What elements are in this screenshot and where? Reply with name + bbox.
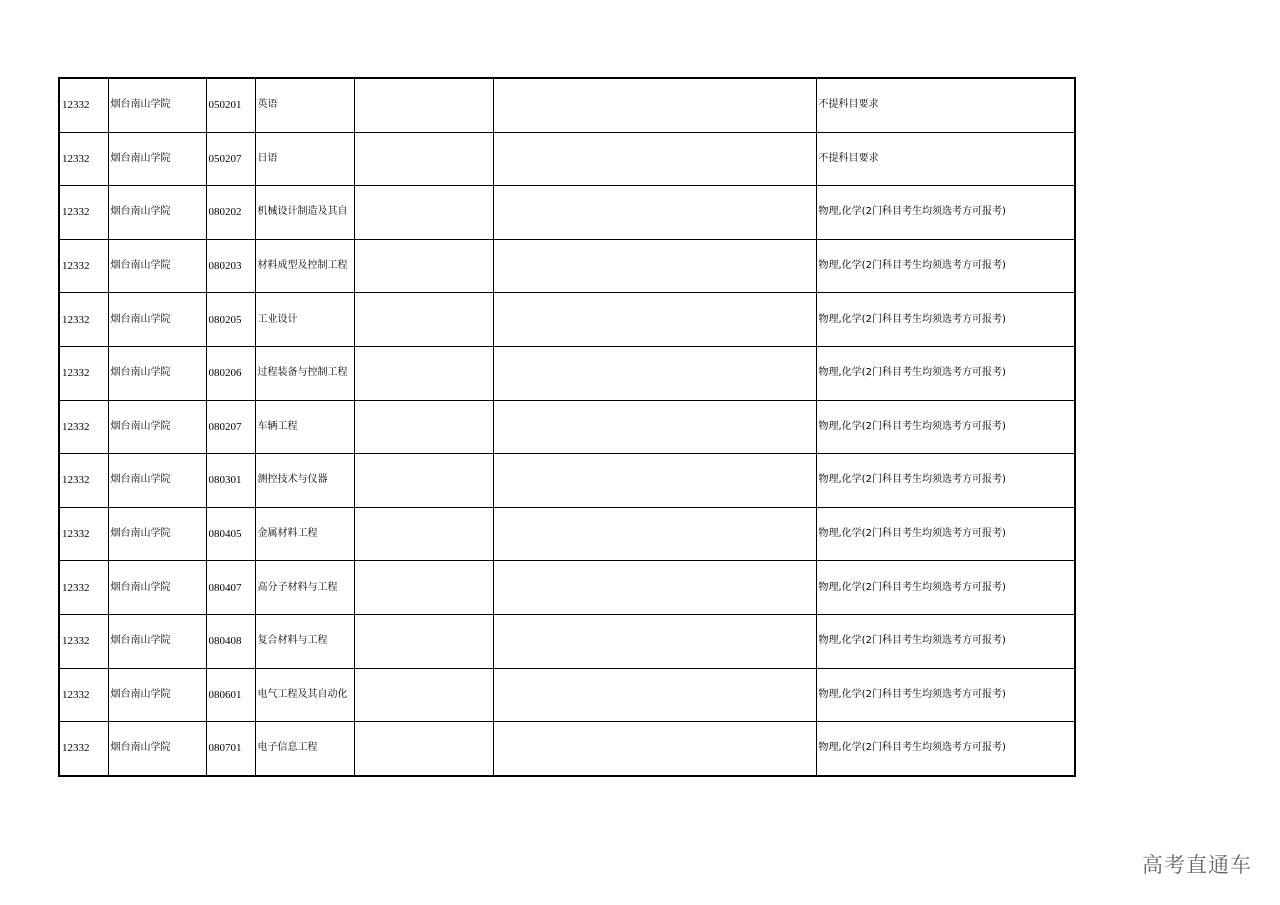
subject-requirement-cell: 物理,化学(2门科目考生均须选考方可报考) [816,400,1075,454]
blank-cell [493,78,816,132]
school-name-cell: 烟台南山学院 [108,78,206,132]
table-row [59,186,1075,240]
major-name-cell: 机械设计制造及其自 [255,186,354,240]
table-row [59,668,1075,722]
admission-requirements-table [58,77,1076,777]
subject-requirement-cell: 物理,化学(2门科目考生均须选考方可报考) [816,293,1075,347]
blank-cell [354,454,493,508]
blank-cell [493,561,816,615]
subject-requirement-cell: 物理,化学(2门科目考生均须选考方可报考) [816,507,1075,561]
school-code-cell: 12332 [59,507,108,561]
major-name-cell: 高分子材料与工程 [255,561,354,615]
table-row [59,561,1075,615]
major-name-cell: 过程装备与控制工程 [255,346,354,400]
major-name-cell: 车辆工程 [255,400,354,454]
blank-cell [493,400,816,454]
major-code-cell: 080601 [206,668,255,722]
major-code-cell: 080407 [206,561,255,615]
school-code-cell: 12332 [59,400,108,454]
school-name-cell: 烟台南山学院 [108,614,206,668]
blank-cell [493,239,816,293]
major-name-cell: 电子信息工程 [255,722,354,776]
major-code-cell: 080207 [206,400,255,454]
school-name-cell: 烟台南山学院 [108,239,206,293]
major-code-cell: 080701 [206,722,255,776]
blank-cell [354,346,493,400]
major-name-cell: 日语 [255,132,354,186]
school-code-cell: 12332 [59,78,108,132]
blank-cell [354,561,493,615]
blank-cell [493,668,816,722]
school-code-cell: 12332 [59,722,108,776]
school-code-cell: 12332 [59,614,108,668]
major-code-cell: 050207 [206,132,255,186]
school-code-cell: 12332 [59,186,108,240]
school-name-cell: 烟台南山学院 [108,668,206,722]
major-name-cell: 金属材料工程 [255,507,354,561]
table-row [59,239,1075,293]
blank-cell [354,132,493,186]
blank-cell [493,722,816,776]
school-name-cell: 烟台南山学院 [108,132,206,186]
blank-cell [354,239,493,293]
school-name-cell: 烟台南山学院 [108,561,206,615]
watermark-text: 高考直通车 [1142,853,1252,877]
major-name-cell: 复合材料与工程 [255,614,354,668]
school-name-cell: 烟台南山学院 [108,186,206,240]
table-row [59,400,1075,454]
school-code-cell: 12332 [59,239,108,293]
subject-requirement-cell: 物理,化学(2门科目考生均须选考方可报考) [816,614,1075,668]
blank-cell [354,186,493,240]
table-body [59,78,1075,776]
subject-requirement-cell: 物理,化学(2门科目考生均须选考方可报考) [816,346,1075,400]
major-name-cell: 材料成型及控制工程 [255,239,354,293]
subject-requirement-cell: 物理,化学(2门科目考生均须选考方可报考) [816,239,1075,293]
blank-cell [493,132,816,186]
subject-requirement-cell: 物理,化学(2门科目考生均须选考方可报考) [816,722,1075,776]
major-code-cell: 080301 [206,454,255,508]
subject-requirement-cell: 不提科目要求 [816,132,1075,186]
school-code-cell: 12332 [59,346,108,400]
table-row [59,346,1075,400]
blank-cell [493,186,816,240]
blank-cell [493,507,816,561]
school-name-cell: 烟台南山学院 [108,722,206,776]
major-name-cell: 工业设计 [255,293,354,347]
major-code-cell: 080202 [206,186,255,240]
school-name-cell: 烟台南山学院 [108,293,206,347]
table-row [59,454,1075,508]
major-code-cell: 080405 [206,507,255,561]
blank-cell [493,614,816,668]
school-code-cell: 12332 [59,561,108,615]
blank-cell [354,668,493,722]
major-code-cell: 050201 [206,78,255,132]
major-code-cell: 080205 [206,293,255,347]
major-name-cell: 测控技术与仪器 [255,454,354,508]
subject-requirement-cell: 物理,化学(2门科目考生均须选考方可报考) [816,668,1075,722]
major-code-cell: 080408 [206,614,255,668]
subject-requirement-cell: 不提科目要求 [816,78,1075,132]
blank-cell [354,507,493,561]
blank-cell [354,614,493,668]
major-code-cell: 080206 [206,346,255,400]
school-name-cell: 烟台南山学院 [108,400,206,454]
school-code-cell: 12332 [59,454,108,508]
subject-requirement-cell: 物理,化学(2门科目考生均须选考方可报考) [816,186,1075,240]
major-code-cell: 080203 [206,239,255,293]
blank-cell [354,293,493,347]
table-row [59,614,1075,668]
school-code-cell: 12332 [59,132,108,186]
table-row [59,507,1075,561]
major-name-cell: 电气工程及其自动化 [255,668,354,722]
table-row [59,78,1075,132]
school-code-cell: 12332 [59,293,108,347]
blank-cell [354,722,493,776]
table-row [59,722,1075,776]
blank-cell [493,293,816,347]
table-row [59,132,1075,186]
blank-cell [354,78,493,132]
blank-cell [354,400,493,454]
blank-cell [493,454,816,508]
major-name-cell: 英语 [255,78,354,132]
school-name-cell: 烟台南山学院 [108,454,206,508]
blank-cell [493,346,816,400]
subject-requirement-cell: 物理,化学(2门科目考生均须选考方可报考) [816,454,1075,508]
subject-requirement-cell: 物理,化学(2门科目考生均须选考方可报考) [816,561,1075,615]
school-code-cell: 12332 [59,668,108,722]
school-name-cell: 烟台南山学院 [108,507,206,561]
table-row [59,293,1075,347]
school-name-cell: 烟台南山学院 [108,346,206,400]
